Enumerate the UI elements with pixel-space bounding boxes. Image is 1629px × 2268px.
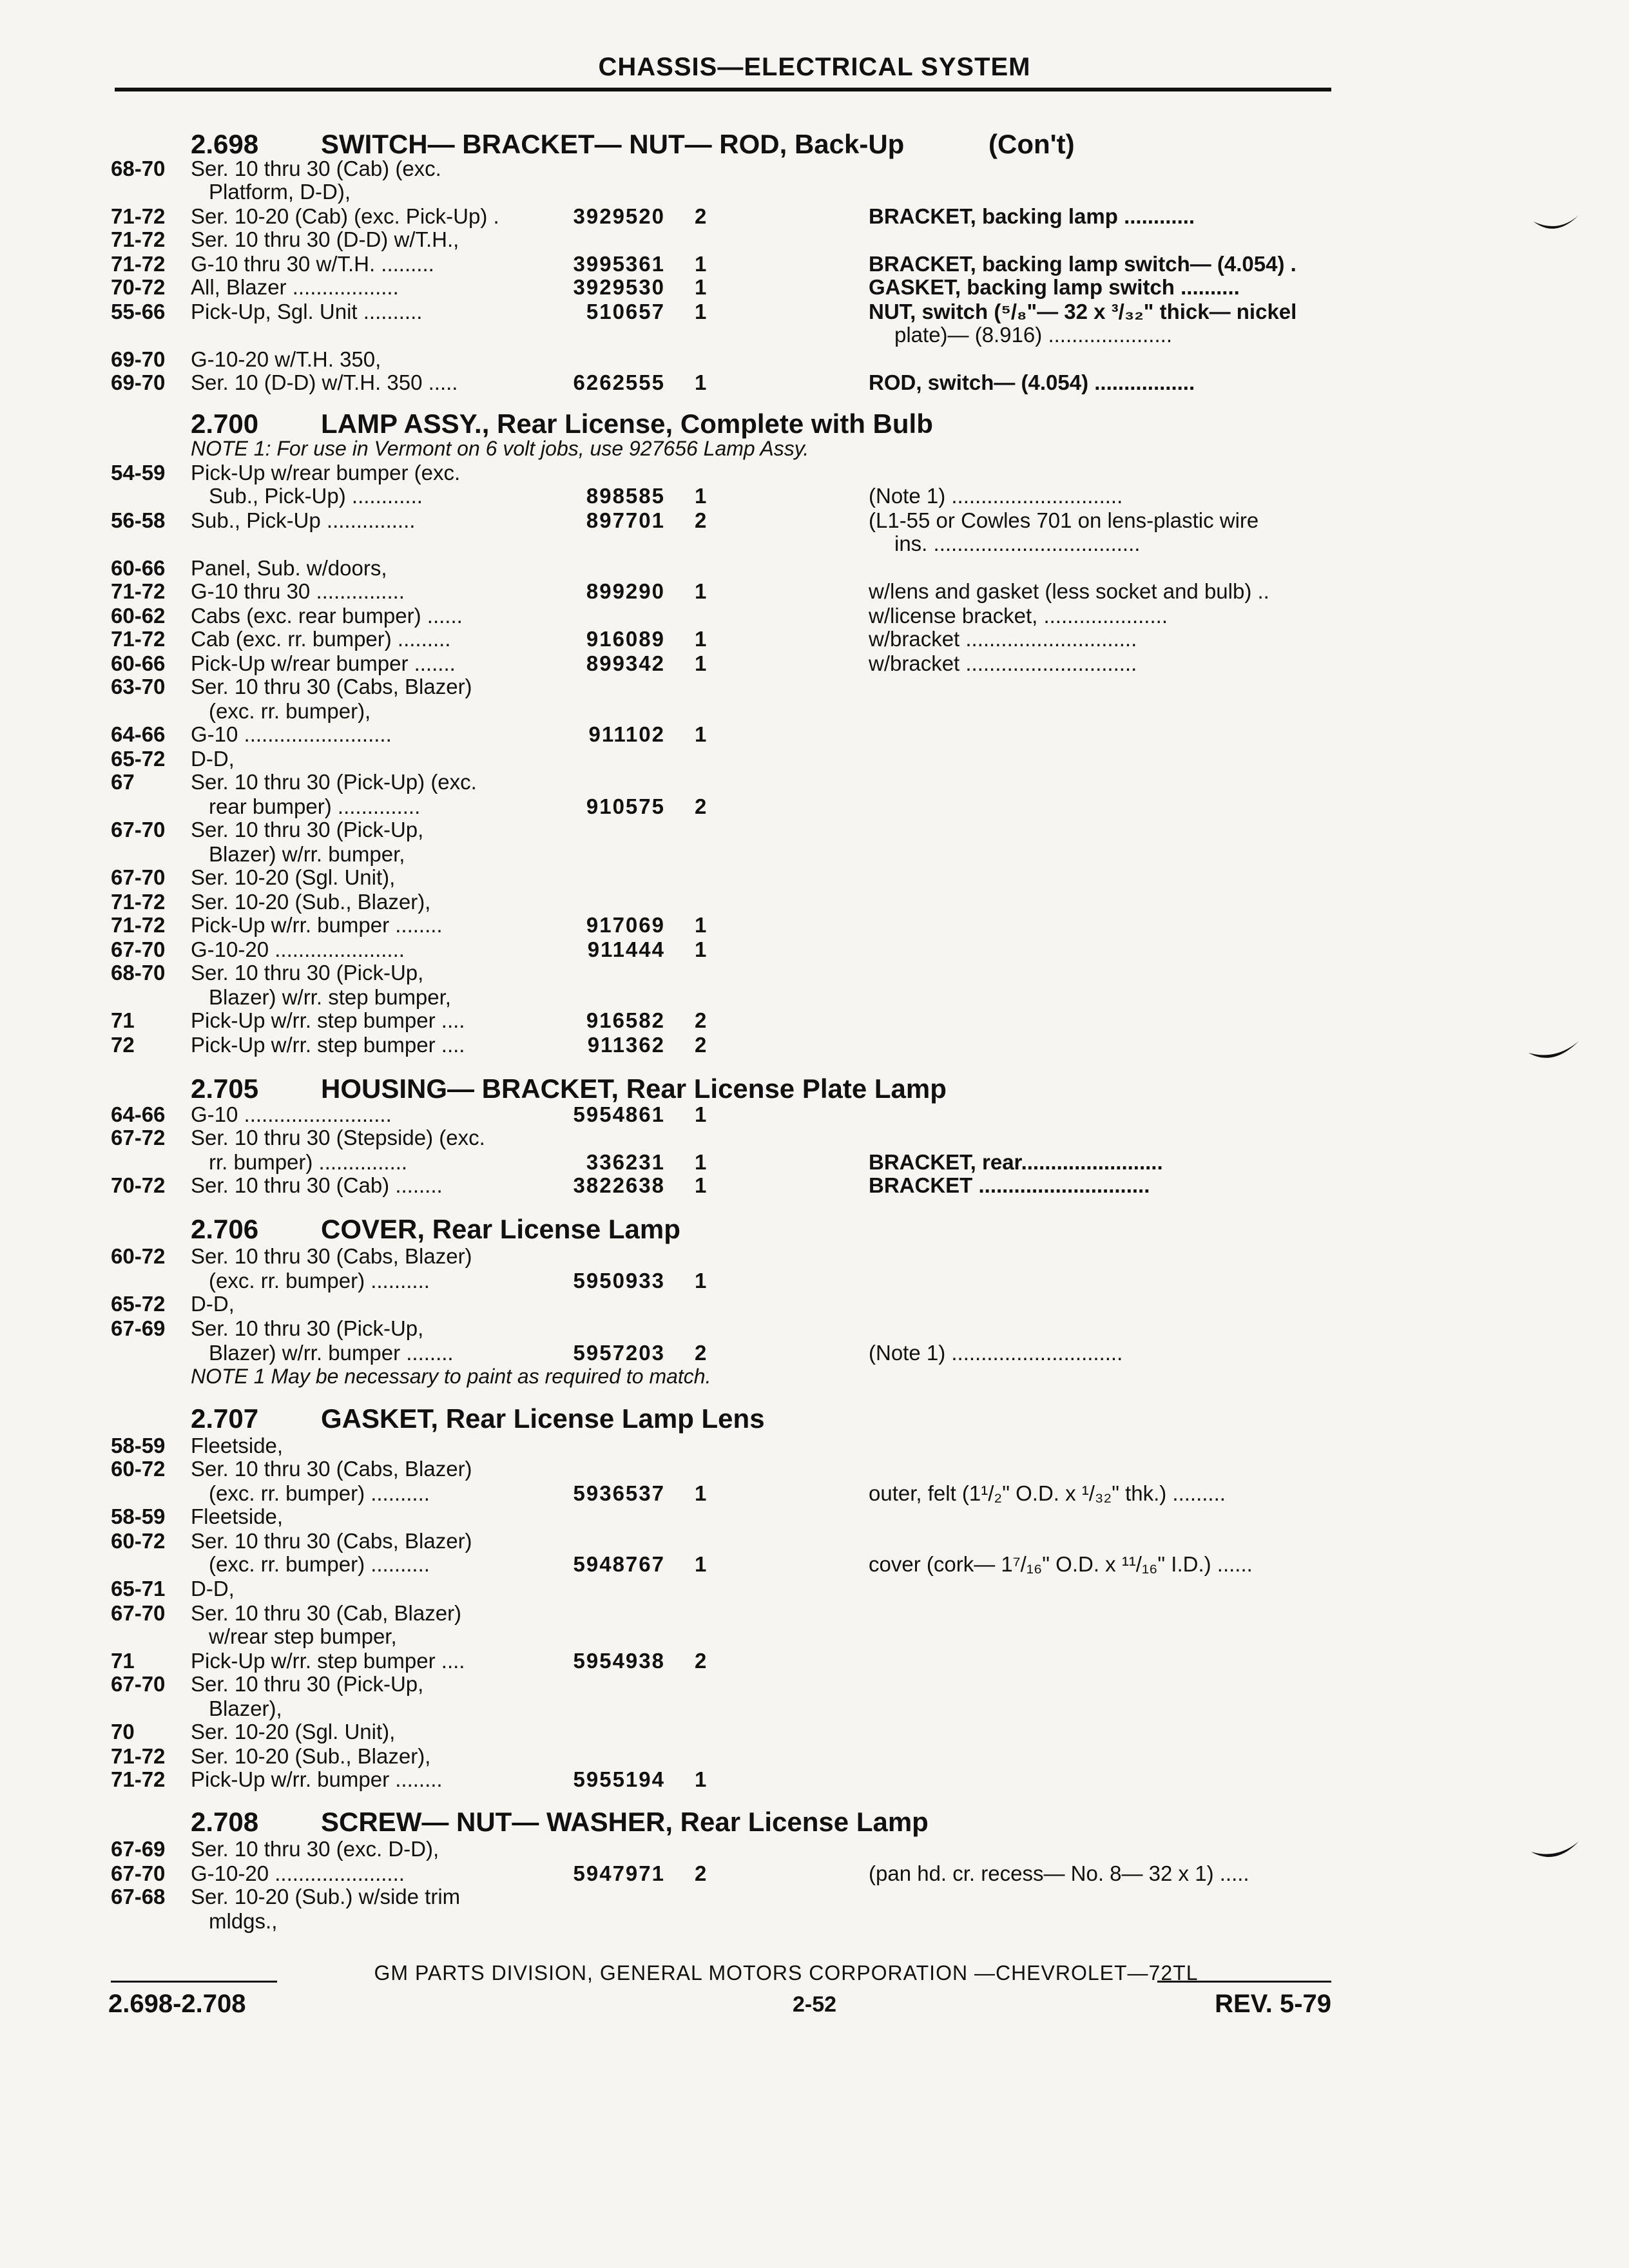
model-years: 58-59 [111, 1434, 166, 1457]
table-row [0, 1696, 1629, 1722]
application: D-D, [191, 1577, 235, 1600]
model-years: 67-70 [111, 937, 166, 961]
model-years: 65-71 [111, 1577, 166, 1600]
application: Blazer) w/rr. bumper, [209, 842, 405, 866]
section-number: 2.698 [191, 129, 259, 159]
application: rear bumper) .............. [209, 794, 421, 818]
part-number: 6262555 [573, 370, 665, 394]
part-number: 911102 [588, 722, 665, 746]
footer-publisher: GM PARTS DIVISION, GENERAL MOTORS CORPORATION —CHEVROLET—72TL [374, 1961, 1199, 1984]
quantity: 1 [695, 1173, 707, 1197]
application: Ser. 10 thru 30 (Cab) (exc. [191, 157, 441, 180]
table-row [0, 1173, 1629, 1198]
quantity: 1 [695, 1102, 707, 1126]
model-years: 67-69 [111, 1316, 166, 1340]
part-description: w/lens and gasket (less socket and bulb) .. [869, 579, 1269, 603]
part-number: 3995361 [573, 252, 665, 276]
model-years: 71-72 [111, 890, 166, 914]
table-row [0, 1008, 1629, 1033]
table-row [0, 1032, 1629, 1058]
model-years: 60-66 [111, 651, 166, 675]
model-years: 55-66 [111, 300, 166, 323]
model-years: 71-72 [111, 579, 166, 603]
table-row [0, 274, 1629, 300]
application: G-10 thru 30 ............... [191, 579, 405, 603]
part-description: (Note 1) ............................. [869, 484, 1123, 508]
footer-divider-left [111, 1981, 277, 1983]
application: Ser. 10 thru 30 (Cabs, Blazer) [191, 1529, 472, 1553]
model-years: 64-66 [111, 722, 166, 746]
application: Ser. 10 thru 30 (Cab, Blazer) [191, 1601, 462, 1625]
application: Ser. 10-20 (Sgl. Unit), [191, 1720, 396, 1744]
part-number: 3929530 [573, 275, 665, 299]
application: Ser. 10 thru 30 (Pick-Up, [191, 1316, 424, 1340]
application: Ser. 10 thru 30 (Pick-Up, [191, 961, 424, 985]
quantity: 1 [695, 722, 707, 746]
application: Fleetside, [191, 1504, 284, 1528]
application: Ser. 10 thru 30 (Cabs, Blazer) [191, 1457, 472, 1481]
table-row [0, 156, 1629, 182]
table-row [0, 1908, 1629, 1934]
model-years: 71-72 [111, 204, 166, 228]
application: Cabs (exc. rear bumper) ...... [191, 604, 463, 628]
model-years: 67-69 [111, 1837, 166, 1861]
quantity: 1 [695, 1269, 707, 1293]
part-description: (Note 1) ............................. [869, 1341, 1123, 1365]
section-title: COVER, Rear License Lamp [321, 1214, 680, 1244]
table-row [0, 1433, 1629, 1459]
footer-divider-right [1157, 1981, 1331, 1983]
section-title: LAMP ASSY., Rear License, Complete with Bulb [321, 408, 933, 439]
model-years: 71 [111, 1008, 135, 1032]
quantity: 1 [695, 275, 707, 299]
part-number: 911444 [587, 937, 665, 961]
quantity: 1 [695, 484, 707, 508]
part-description: w/bracket ............................. [869, 651, 1137, 675]
application: Ser. 10 (D-D) w/T.H. 350 ..... [191, 370, 458, 394]
section-heading [0, 1072, 1629, 1106]
quantity: 2 [695, 1033, 707, 1057]
quantity: 1 [695, 913, 707, 937]
part-number: 5954861 [573, 1102, 665, 1126]
table-row [0, 794, 1629, 820]
application: Ser. 10 thru 30 (Cabs, Blazer) [191, 1244, 472, 1268]
part-description: NUT, switch (⁵/₈"— 32 x ³/₃₂" thick— nickel [869, 300, 1297, 323]
model-years: 71-72 [111, 913, 166, 937]
part-number: 3822638 [573, 1173, 665, 1197]
model-years: 67-70 [111, 865, 166, 889]
table-row [0, 1648, 1629, 1674]
table-row [0, 1125, 1629, 1151]
table-row [0, 227, 1629, 253]
table-row [0, 1504, 1629, 1530]
application: Ser. 10-20 (Sub., Blazer), [191, 890, 431, 914]
table-row [0, 204, 1629, 229]
table-row [0, 960, 1629, 986]
application: Sub., Pick-Up ............... [191, 508, 416, 532]
table-row [0, 1268, 1629, 1294]
table-row [0, 1767, 1629, 1792]
model-years: 71-72 [111, 227, 166, 251]
footer-page-number: 2-52 [792, 1992, 837, 2017]
quantity: 2 [695, 794, 707, 818]
table-row [0, 1291, 1629, 1317]
part-number: 916582 [586, 1008, 665, 1032]
section-number: 2.708 [191, 1807, 259, 1837]
part-number: 5954938 [573, 1649, 665, 1673]
part-number: 5947971 [573, 1861, 665, 1885]
model-years: 67 [111, 770, 135, 794]
part-description: BRACKET, backing lamp ............ [869, 204, 1195, 228]
part-number: 5957203 [573, 1341, 665, 1365]
model-years: 60-72 [111, 1457, 166, 1481]
table-row [0, 1884, 1629, 1910]
model-years: 65-72 [111, 1292, 166, 1316]
part-number: 897701 [586, 508, 665, 532]
application: G-10 thru 30 w/T.H. ......... [191, 252, 434, 276]
application: Blazer) w/rr. bumper ........ [209, 1341, 454, 1365]
quantity: 1 [695, 1767, 707, 1791]
application: Ser. 10-20 (Cab) (exc. Pick-Up) . [191, 204, 499, 228]
application: Blazer) w/rr. step bumper, [209, 985, 451, 1009]
quantity: 2 [695, 1008, 707, 1032]
section-title: GASKET, Rear License Lamp Lens [321, 1403, 765, 1434]
application: G-10-20 ...................... [191, 1861, 405, 1885]
part-description: ROD, switch— (4.054) ................. [869, 370, 1195, 394]
application: Pick-Up w/rr. step bumper .... [191, 1008, 465, 1032]
quantity: 2 [695, 1341, 707, 1365]
section-note: NOTE 1: For use in Vermont on 6 volt jobs, use 927656 Lamp Assy. [191, 437, 809, 460]
table-row [0, 1719, 1629, 1745]
table-row [0, 179, 1629, 205]
application: Panel, Sub. w/doors, [191, 556, 387, 580]
table-row [0, 817, 1629, 843]
model-years: 67-70 [111, 1672, 166, 1696]
part-description: BRACKET, rear........................ [869, 1150, 1163, 1174]
model-years: 71-72 [111, 1767, 166, 1791]
application: (exc. rr. bumper) .......... [209, 1481, 430, 1505]
model-years: 67-70 [111, 1861, 166, 1885]
application: D-D, [191, 1292, 235, 1316]
quantity: 1 [695, 1552, 707, 1576]
application: (exc. rr. bumper), [209, 699, 371, 723]
application: D-D, [191, 747, 235, 771]
table-row [0, 769, 1629, 795]
part-number: 910575 [586, 794, 665, 818]
model-years: 58-59 [111, 1504, 166, 1528]
model-years: 60-72 [111, 1244, 166, 1268]
table-row [0, 865, 1629, 890]
table-row [0, 1102, 1629, 1128]
model-years: 67-72 [111, 1126, 166, 1149]
application: Pick-Up w/rr. step bumper .... [191, 1033, 465, 1057]
table-row [0, 1624, 1629, 1649]
table-row [0, 746, 1629, 772]
application: Ser. 10 thru 30 (Cabs, Blazer) [191, 675, 472, 698]
application: Pick-Up w/rr. bumper ........ [191, 1767, 443, 1791]
table-row [0, 985, 1629, 1010]
table-row [0, 912, 1629, 938]
table-row [0, 889, 1629, 915]
section-title: SWITCH— BRACKET— NUT— ROD, Back-Up [321, 129, 905, 159]
footer-revision: REV. 5-79 [1215, 1990, 1331, 2018]
table-row [0, 1576, 1629, 1602]
part-number: 898585 [586, 484, 665, 508]
footer-section-range: 2.698-2.708 [108, 1990, 246, 2018]
part-description: w/license bracket, ..................... [869, 604, 1168, 628]
model-years: 69-70 [111, 370, 166, 394]
section-continued: (Con't) [988, 129, 1075, 159]
table-row [0, 508, 1629, 533]
application: (exc. rr. bumper) .......... [209, 1269, 430, 1293]
page-title: CHASSIS—ELECTRICAL SYSTEM [598, 53, 1031, 81]
application: Ser. 10-20 (Sub.) w/side trim [191, 1885, 461, 1908]
table-row [0, 841, 1629, 867]
table-row [0, 1481, 1629, 1506]
table-row [0, 347, 1629, 372]
part-number: 5948767 [573, 1552, 665, 1576]
table-row [0, 1244, 1629, 1269]
part-number: 911362 [587, 1033, 665, 1057]
part-description: GASKET, backing lamp switch .......... [869, 275, 1240, 299]
table-row [0, 1149, 1629, 1175]
part-description: ins. ................................... [894, 532, 1141, 555]
application: Ser. 10 thru 30 (D-D) w/T.H., [191, 227, 459, 251]
section-number: 2.700 [191, 408, 259, 439]
table-row [0, 651, 1629, 677]
application: Cab (exc. rr. bumper) ......... [191, 627, 451, 651]
model-years: 70-72 [111, 1173, 166, 1197]
application: G-10 ......................... [191, 1102, 392, 1126]
quantity: 1 [695, 627, 707, 651]
section-number: 2.705 [191, 1073, 259, 1104]
application: Ser. 10 thru 30 (Stepside) (exc. [191, 1126, 485, 1149]
application: Pick-Up w/rr. bumper ........ [191, 913, 443, 937]
quantity: 2 [695, 508, 707, 532]
part-description: plate)— (8.916) ..................... [894, 323, 1172, 347]
model-years: 72 [111, 1033, 135, 1057]
table-row [0, 1456, 1629, 1482]
part-description: (pan hd. cr. recess— No. 8— 32 x 1) ..... [869, 1861, 1249, 1885]
application: Ser. 10 thru 30 (Pick-Up, [191, 818, 424, 841]
section-heading [0, 1213, 1629, 1246]
table-row [0, 299, 1629, 325]
table-row [0, 531, 1629, 557]
part-description: w/bracket ............................. [869, 627, 1137, 651]
quantity: 2 [695, 1649, 707, 1673]
model-years: 68-70 [111, 961, 166, 985]
model-years: 60-72 [111, 1529, 166, 1553]
table-row [0, 370, 1629, 396]
model-years: 60-62 [111, 604, 166, 628]
model-years: 54-59 [111, 461, 166, 485]
model-years: 71-72 [111, 1744, 166, 1768]
application: Pick-Up, Sgl. Unit .......... [191, 300, 423, 323]
section-title: HOUSING— BRACKET, Rear License Plate Lamp [321, 1073, 947, 1104]
table-row [0, 1600, 1629, 1626]
quantity: 1 [695, 937, 707, 961]
model-years: 67-70 [111, 1601, 166, 1625]
section-number: 2.706 [191, 1214, 259, 1244]
table-row [0, 698, 1629, 724]
application: mldgs., [209, 1909, 278, 1933]
table-row [0, 603, 1629, 629]
application: Pick-Up w/rear bumper ....... [191, 651, 456, 675]
model-years: 56-58 [111, 508, 166, 532]
binder-punch-mark-top [1532, 213, 1580, 241]
part-number: 899342 [586, 651, 665, 675]
application: G-10 ......................... [191, 722, 392, 746]
model-years: 68-70 [111, 157, 166, 180]
table-row [0, 1671, 1629, 1697]
model-years: 71-72 [111, 627, 166, 651]
quantity: 1 [695, 252, 707, 276]
quantity: 1 [695, 651, 707, 675]
application: G-10-20 ...................... [191, 937, 405, 961]
application: Ser. 10 thru 30 (Cab) ........ [191, 1173, 443, 1197]
table-row [0, 579, 1629, 604]
model-years: 70-72 [111, 275, 166, 299]
binder-punch-mark-middle [1527, 1039, 1580, 1067]
part-number: 336231 [586, 1150, 665, 1174]
part-number: 510657 [586, 300, 665, 323]
application: rr. bumper) ............... [209, 1150, 408, 1174]
section-heading [0, 1402, 1629, 1436]
part-description: outer, felt (1¹/₂" O.D. x ¹/₃₂" thk.) ......... [869, 1481, 1226, 1505]
part-number: 916089 [586, 627, 665, 651]
model-years: 70 [111, 1720, 135, 1744]
application: Fleetside, [191, 1434, 284, 1457]
application: Platform, D-D), [209, 180, 351, 204]
quantity: 1 [695, 370, 707, 394]
quantity: 1 [695, 1150, 707, 1174]
application: All, Blazer .................. [191, 275, 399, 299]
table-row [0, 483, 1629, 509]
application: Ser. 10 thru 30 (exc. D-D), [191, 1837, 439, 1861]
quantity: 2 [695, 1861, 707, 1885]
table-row [0, 674, 1629, 700]
part-description: cover (cork— 1⁷/₁₆" O.D. x ¹¹/₁₆" I.D.) ...... [869, 1552, 1253, 1576]
model-years: 67-68 [111, 1885, 166, 1908]
application: G-10-20 w/T.H. 350, [191, 347, 381, 371]
table-row [0, 1552, 1629, 1577]
section-heading [0, 1805, 1629, 1839]
part-number: 5936537 [573, 1481, 665, 1505]
application: Ser. 10 thru 30 (Pick-Up) (exc. [191, 770, 477, 794]
table-row [0, 1861, 1629, 1887]
application: Blazer), [209, 1696, 282, 1720]
table-row [0, 1528, 1629, 1554]
application: Pick-Up w/rr. step bumper .... [191, 1649, 465, 1673]
quantity: 1 [695, 579, 707, 603]
application: Ser. 10-20 (Sub., Blazer), [191, 1744, 431, 1768]
application: Ser. 10 thru 30 (Pick-Up, [191, 1672, 424, 1696]
application: Ser. 10-20 (Sgl. Unit), [191, 865, 396, 889]
table-row [0, 1744, 1629, 1769]
table-row [0, 722, 1629, 747]
table-row [0, 251, 1629, 277]
model-years: 71-72 [111, 252, 166, 276]
part-description: BRACKET, backing lamp switch— (4.054) . [869, 252, 1296, 276]
section-number: 2.707 [191, 1403, 259, 1434]
section-note: NOTE 1 May be necessary to paint as required to match. [191, 1365, 711, 1388]
model-years: 60-66 [111, 556, 166, 580]
application: Sub., Pick-Up) ............ [209, 484, 423, 508]
model-years: 63-70 [111, 675, 166, 698]
table-row [0, 937, 1629, 963]
part-number: 5955194 [573, 1767, 665, 1791]
model-years: 69-70 [111, 347, 166, 371]
part-number: 899290 [586, 579, 665, 603]
part-description: (L1-55 or Cowles 701 on lens-plastic wire [869, 508, 1259, 532]
application: (exc. rr. bumper) .......... [209, 1552, 430, 1576]
application: w/rear step bumper, [209, 1624, 397, 1648]
part-description: BRACKET ............................. [869, 1173, 1150, 1197]
application: Pick-Up w/rear bumper (exc. [191, 461, 461, 485]
model-years: 64-66 [111, 1102, 166, 1126]
part-number: 917069 [586, 913, 665, 937]
quantity: 1 [695, 1481, 707, 1505]
model-years: 71 [111, 1649, 135, 1673]
section-title: SCREW— NUT— WASHER, Rear License Lamp [321, 1807, 929, 1837]
model-years: 65-72 [111, 747, 166, 771]
model-years: 67-70 [111, 818, 166, 841]
table-row [0, 555, 1629, 581]
part-number: 5950933 [573, 1269, 665, 1293]
header-divider [115, 88, 1331, 91]
binder-punch-mark-bottom [1530, 1839, 1580, 1867]
table-row [0, 322, 1629, 348]
quantity: 2 [695, 204, 707, 228]
table-row [0, 1316, 1629, 1341]
table-row [0, 460, 1629, 486]
part-number: 3929520 [573, 204, 665, 228]
quantity: 1 [695, 300, 707, 323]
table-row [0, 1340, 1629, 1366]
table-row [0, 1836, 1629, 1862]
table-row [0, 626, 1629, 652]
